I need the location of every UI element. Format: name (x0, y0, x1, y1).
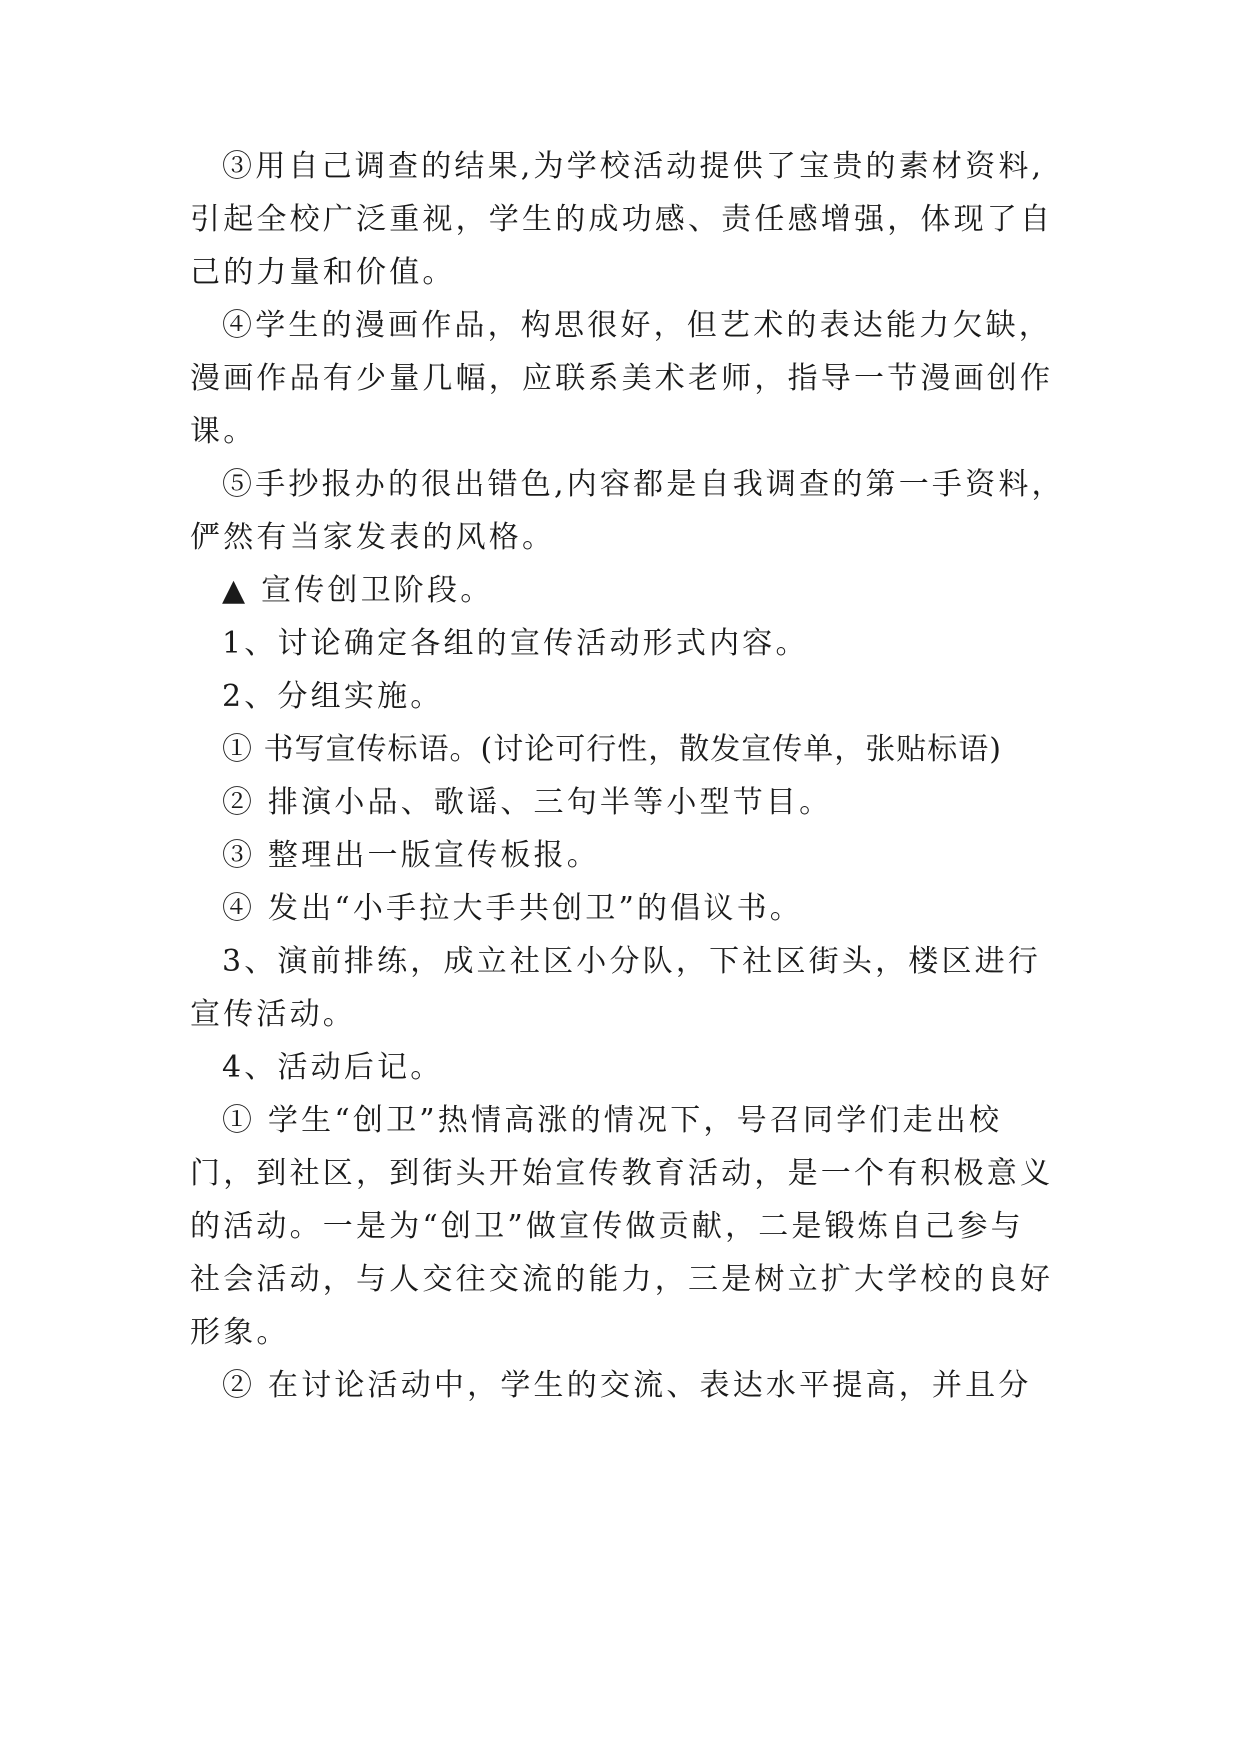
paragraph-line: ① 学生“创卫”热情高涨的情况下，号召同学们走出校 (222, 1103, 1003, 1138)
paragraph-line: 的活动。一是为“创卫”做宣传做贡献，二是锻炼自己参与 (190, 1209, 1024, 1244)
paragraph-line: ④学生的漫画作品，构思很好，但艺术的表达能力欠缺， (222, 308, 1052, 343)
paragraph-line: ③用自己调查的结果,为学校活动提供了宝贵的素材资料, (222, 149, 1045, 184)
paragraph-line: 俨然有当家发表的风格。 (190, 520, 556, 555)
paragraph-line: 社会活动，与人交往交流的能力，三是树立扩大学校的良好 (190, 1262, 1054, 1297)
paragraph-line: 2、分组实施。 (222, 679, 444, 714)
paragraph-line: 4、活动后记。 (222, 1050, 444, 1085)
paragraph-line: 门，到社区，到街头开始宣传教育活动，是一个有积极意义 (190, 1156, 1054, 1191)
paragraph-line: ② 在讨论活动中，学生的交流、表达水平提高，并且分 (222, 1368, 1032, 1403)
paragraph-line: ⑤手抄报办的很出错色,内容都是自我调查的第一手资料， (222, 467, 1065, 502)
list-item: ③ 整理出一版宣传板报。 (222, 838, 600, 873)
list-item: ① 书写宣传标语。(讨论可行性，散发宣传单，张贴标语) (222, 732, 1002, 767)
paragraph-line: 漫画作品有少量几幅，应联系美术老师，指导一节漫画创作 (190, 361, 1054, 396)
list-item: ② 排演小品、歌谣、三句半等小型节目。 (222, 785, 833, 820)
section-heading: ▲ 宣传创卫阶段。 (222, 573, 494, 608)
paragraph-line: 己的力量和价值。 (190, 255, 456, 290)
paragraph-line: 课。 (190, 414, 257, 449)
list-item: ④ 发出“小手拉大手共创卫”的倡议书。 (222, 891, 804, 926)
paragraph-line: 引起全校广泛重视，学生的成功感、责任感增强，体现了自 (190, 202, 1054, 237)
paragraph-line: 3、演前排练，成立社区小分队，下社区街头，楼区进行 (222, 944, 1042, 979)
paragraph-line: 1、讨论确定各组的宣传活动形式内容。 (222, 626, 809, 661)
paragraph-line: 形象。 (190, 1315, 290, 1350)
paragraph-line: 宣传活动。 (190, 997, 356, 1032)
